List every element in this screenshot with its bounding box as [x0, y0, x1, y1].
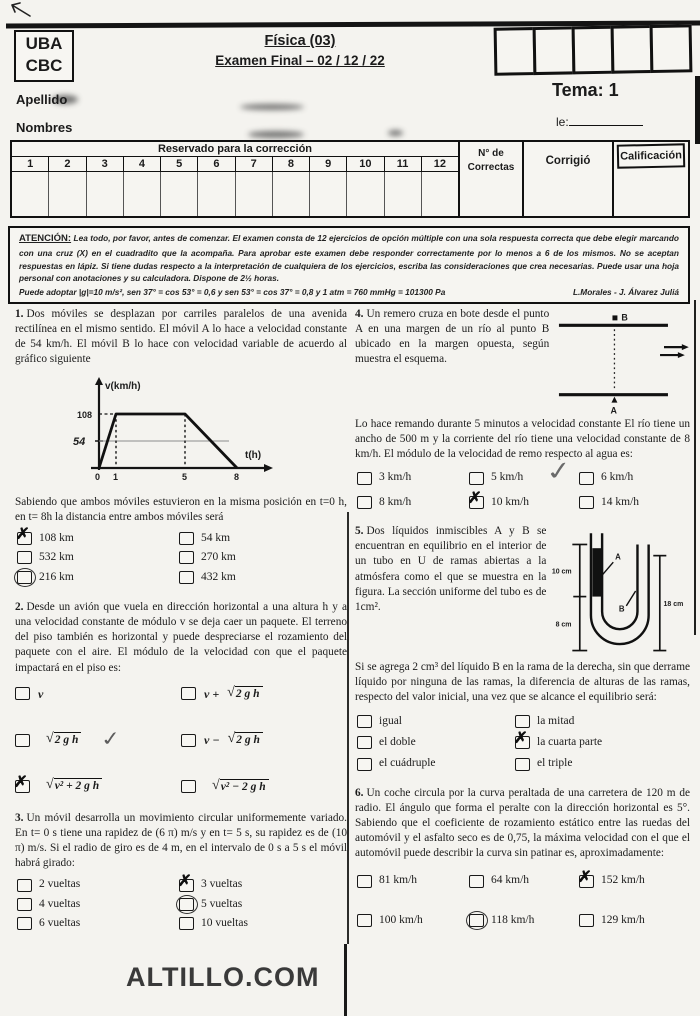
formula-prefix: v	[38, 686, 44, 701]
answer-option	[357, 714, 515, 729]
answer-label: 64 km/h	[491, 874, 530, 887]
answer-checkbox[interactable]	[179, 532, 194, 545]
answer-option	[579, 495, 639, 510]
answer-label: 10 km/h	[491, 495, 530, 508]
sqrt-sign: √	[46, 730, 54, 746]
correction-answer-cell[interactable]	[384, 172, 421, 216]
question-text: Un móvil desarrolla un movimiento circular uniformemente variado. En t= 0 s tiene una rapidez de (6 π) m/s y en t= 5 s, su rapidez es de (10 π) m/s. Si el radio de giro es de 4 m, en el intervalo de 0 s a 5 s el móvil habrá girado:	[15, 811, 347, 870]
correction-col-header: 1	[27, 158, 34, 170]
handwritten-check-mark: ✓	[99, 727, 123, 752]
question-number: 1.	[15, 308, 24, 320]
answer-checkbox[interactable]	[15, 734, 30, 747]
handwritten-x-mark: ✗	[13, 773, 29, 792]
graph-x-tick-1: 1	[113, 471, 119, 482]
answer-checkbox[interactable]	[179, 551, 194, 564]
correction-answer-cell[interactable]	[123, 172, 160, 216]
question-number: 5.	[355, 525, 364, 538]
correction-answer-cell[interactable]	[160, 172, 197, 216]
exam-title: Examen Final – 02 / 12 / 22	[215, 53, 385, 68]
correction-col-header: 5	[160, 157, 197, 171]
answer-checkbox[interactable]	[15, 687, 30, 700]
answer-checkbox[interactable]	[15, 525, 32, 545]
answer-label: el doble	[379, 735, 416, 748]
attention-body: Lea todo, por favor, antes de comenzar. El examen consta de 12 ejercicios de opción múltiple con una sola respuesta correcta que debe elegir marcando con una cruz (X) en el cuadradito que la acompaña. Para aprobar este examen debe responder correctamente por lo menos a 6 de los mismos. No se aceptan respuestas en lápiz. Si tiene dudas respecto a la interpretación de cualquiera de los ejercicios, escriba las consideraciones que crea necesarias. Puede usar una hoja personal con anotaciones y su calculadora. Dispone de 2½ horas.	[19, 233, 679, 284]
attention-label: ATENCIÓN:	[19, 233, 72, 244]
correction-answer-cell[interactable]	[12, 172, 48, 216]
answer-option	[13, 773, 181, 794]
right-margin-line	[694, 300, 696, 635]
sqrt-sign: √	[227, 684, 235, 700]
sqrt-sign: √	[212, 777, 220, 793]
answer-checkbox[interactable]	[357, 736, 372, 749]
right-column	[355, 307, 690, 928]
q1-options	[15, 525, 347, 585]
answer-checkbox[interactable]	[577, 868, 594, 888]
figure-dim-10cm: 10 cm	[552, 568, 573, 576]
grade-box	[494, 27, 537, 76]
question-number: 4.	[355, 308, 364, 320]
answer-option	[357, 913, 469, 928]
correction-table	[10, 140, 690, 218]
grade-box	[533, 26, 576, 75]
correction-col-header: 12	[421, 157, 458, 171]
correctas-label-line1: N° de	[478, 148, 504, 159]
handwritten-check-mark: ✓	[543, 457, 575, 488]
correction-answer-cell[interactable]	[197, 172, 234, 216]
graph-x-tick-5: 5	[182, 471, 188, 482]
answer-label: 5 vueltas	[201, 897, 243, 910]
answer-option	[357, 495, 469, 510]
answer-option	[15, 525, 179, 546]
answer-option	[179, 916, 248, 931]
answer-checkbox[interactable]	[467, 489, 484, 509]
question-text: Dos líquidos inmiscibles A y B se encuentran en equilibrio en el interior de un tubo en U de ramas abiertas a la atmósfera como el que se muestra en la figura. La sección uniforme del tubo es de 1cm².	[355, 525, 547, 613]
q4-river-diagram	[553, 307, 690, 417]
exam-header	[160, 33, 440, 68]
answer-label: 152 km/h	[601, 874, 645, 887]
answer-option	[17, 570, 179, 585]
ink-smudge	[388, 130, 403, 136]
handwritten-x-mark: ✗	[513, 729, 529, 748]
formula-radical	[212, 779, 269, 795]
question-text: Un remero cruza en bote desde el punto A en una margen de un río al punto B ubicado en la margen opuesta, según muestra el esquema.	[355, 308, 550, 366]
answer-option	[17, 897, 179, 912]
answer-checkbox[interactable]	[17, 917, 32, 930]
graph-x-axis-label: t(h)	[245, 449, 262, 461]
correction-col-header: 7	[235, 157, 272, 171]
handwritten-x-mark: ✗	[577, 868, 593, 887]
answer-checkbox[interactable]	[179, 917, 194, 930]
handwritten-circle-mark	[176, 895, 198, 914]
graph-x-tick-0: 0	[95, 471, 101, 482]
answer-option	[577, 868, 645, 888]
answer-label: 270 km	[201, 551, 236, 564]
de-label: le:	[556, 115, 569, 129]
answer-label: el cuádruple	[379, 757, 436, 770]
answer-checkbox[interactable]	[579, 914, 594, 927]
answer-checkbox[interactable]	[181, 734, 196, 747]
correction-number-row	[12, 156, 458, 171]
answer-label: 10 vueltas	[201, 917, 248, 930]
answer-label: 129 km/h	[601, 913, 645, 926]
answer-checkbox[interactable]	[17, 551, 32, 564]
answer-label: 6 km/h	[601, 471, 634, 484]
handwritten-x-mark: ✗	[467, 489, 483, 508]
question-6	[355, 786, 690, 928]
tema-label: Tema: 1	[552, 80, 619, 100]
answer-label: 108 km	[39, 531, 74, 544]
question-3	[15, 811, 347, 932]
correction-answer-cell[interactable]	[48, 172, 85, 216]
correction-answer-cell[interactable]	[309, 172, 346, 216]
formula-radicand: v² + 2 g h	[54, 778, 103, 794]
grade-box	[650, 24, 693, 73]
question-text-2: Si se agrega 2 cm³ del líquido B en la rama de la derecha, sin que derrame líquido por ninguna de las ramas, la diferencia de alturas de las ramas, respecto del valor inicial, una vez que se alcance el equilibrio será:	[355, 661, 690, 704]
handwritten-circle-mark	[14, 568, 36, 587]
answer-checkbox[interactable]	[357, 914, 372, 927]
q5-options	[357, 714, 690, 772]
answer-label: 14 km/h	[601, 495, 640, 508]
formula-radical	[228, 732, 263, 748]
answer-option	[357, 735, 515, 750]
answer-checkbox[interactable]	[13, 773, 30, 793]
answer-option	[515, 714, 602, 729]
apellido-label: Apellido	[16, 92, 68, 107]
question-number: 2.	[15, 601, 24, 614]
diagram-point-b-label: B	[621, 312, 629, 323]
corrigio-cell	[522, 142, 612, 216]
q4-options	[357, 457, 690, 510]
formula-radicand: 2 g h	[235, 732, 263, 748]
figure-label-b: B	[619, 604, 625, 614]
answer-checkbox[interactable]	[357, 875, 372, 888]
answer-option	[181, 779, 347, 795]
answer-label: 216 km	[39, 570, 74, 583]
question-text: Un coche circula por la curva peraltada de una carretera de 120 m de radio. El ángulo que forma el peralte con la dirección horizontal es 5°. Sabiendo que el coeficiente de rozamiento estático entre las ruedas del automóvil y el asfalto seco es de 0,75, la máxima velocidad con el que el automóvil puede describir la curva sin patinar es, aproximadamente:	[355, 786, 690, 860]
q2-options	[15, 686, 347, 795]
correction-col-header: 11	[384, 157, 421, 171]
calificacion-cell	[612, 142, 688, 216]
answer-checkbox[interactable]	[579, 472, 594, 485]
corrigio-label: Corrigió	[545, 155, 591, 167]
answer-label: la mitad	[537, 714, 575, 727]
answer-checkbox[interactable]	[357, 715, 372, 728]
grade-boxes	[497, 24, 693, 75]
answer-checkbox[interactable]	[17, 571, 32, 584]
figure-dim-8cm: 8 cm	[556, 621, 572, 629]
correctas-label-line2: Correctas	[467, 161, 515, 173]
answer-option	[469, 913, 579, 928]
answer-option	[515, 756, 602, 771]
question-text-2: Sabiendo que ambos móviles estuvieron en la misma posición en t=0 h, en t= 8h la distancia entre ambos móviles será	[15, 495, 347, 523]
correction-col-header: 6	[197, 157, 234, 171]
grade-box	[572, 26, 615, 75]
answer-checkbox[interactable]	[357, 496, 372, 509]
correction-col-header: 9	[309, 157, 346, 171]
redacted-name-smudge	[240, 104, 304, 110]
correction-col-header: 10	[346, 157, 383, 171]
question-5	[355, 524, 690, 772]
answer-label: 81 km/h	[379, 874, 418, 887]
correctas-cell	[458, 142, 522, 216]
grade-box	[611, 25, 654, 74]
formula-radical	[46, 732, 81, 748]
answer-label: 54 km	[201, 531, 231, 544]
handwritten-x-mark: ✗	[15, 525, 31, 544]
answer-label: 118 km/h	[491, 913, 535, 926]
answer-option	[17, 550, 179, 565]
correction-answer-cell[interactable]	[86, 172, 123, 216]
answer-checkbox[interactable]	[515, 715, 530, 728]
answer-checkbox[interactable]	[469, 914, 484, 927]
answer-option	[357, 756, 515, 771]
graph-x-tick-8: 8	[234, 471, 240, 482]
footer-divider-line	[344, 944, 347, 1016]
graph-y-axis-label: v(km/h)	[105, 380, 141, 392]
answer-label: 8 km/h	[379, 495, 412, 508]
answer-label: igual	[379, 714, 402, 727]
answer-option	[357, 873, 469, 888]
attention-signature: L.Morales - J. Álvarez Juliá	[572, 287, 679, 298]
q6-options	[357, 868, 690, 928]
answer-checkbox[interactable]	[17, 898, 32, 911]
answer-option	[15, 727, 181, 752]
course-title: Física (03)	[264, 33, 336, 49]
answer-option	[469, 873, 579, 888]
de-field	[556, 115, 643, 129]
answer-checkbox[interactable]	[579, 496, 594, 509]
answer-option	[17, 916, 179, 931]
question-1	[15, 307, 347, 585]
answer-label: 100 km/h	[379, 913, 423, 926]
answer-checkbox[interactable]	[179, 571, 194, 584]
correction-columns	[12, 142, 458, 216]
answer-option	[181, 732, 347, 748]
q3-options	[17, 872, 347, 931]
answer-label: 3 vueltas	[201, 878, 243, 891]
attention-box	[8, 226, 690, 304]
correction-answer-row	[12, 171, 458, 216]
answer-option	[177, 872, 248, 892]
answer-label: 432 km	[201, 570, 236, 583]
diagram-point-a-label: A	[610, 405, 618, 416]
formula-radical	[227, 686, 262, 702]
formula-prefix: v −	[204, 733, 220, 748]
answer-checkbox[interactable]	[177, 872, 194, 892]
attention-footer	[19, 286, 679, 299]
answer-option	[543, 457, 639, 488]
formula-radical	[46, 778, 102, 794]
question-2	[15, 600, 347, 795]
graph-y-tick-108: 108	[77, 409, 93, 420]
answer-option	[179, 570, 236, 585]
left-column	[15, 307, 347, 932]
answer-label: 5 km/h	[491, 471, 524, 484]
answer-checkbox[interactable]	[357, 472, 372, 485]
answer-label: el triple	[537, 757, 573, 770]
handwritten-x-mark: ✗	[177, 872, 193, 891]
formula-radicand: 2 g h	[54, 732, 82, 748]
handwritten-circle-mark	[466, 911, 488, 930]
formula-prefix: v +	[204, 686, 220, 701]
correction-answer-cell[interactable]	[346, 172, 383, 216]
answer-option	[179, 531, 236, 546]
answer-checkbox[interactable]	[181, 687, 196, 700]
correction-col-header: 3	[86, 157, 123, 171]
answer-option	[179, 897, 248, 912]
pen-scribble	[8, 0, 34, 20]
correction-answer-cell[interactable]	[421, 172, 458, 216]
answer-checkbox[interactable]	[513, 729, 530, 749]
answer-label: 4 vueltas	[39, 897, 81, 910]
answer-option	[179, 550, 236, 565]
figure-label-a: A	[615, 552, 622, 562]
question-text: Desde un avión que vuela en dirección horizontal a una altura h y a una velocidad constante de módulo v se deja caer un paquete. El terreno del piso también es horizontal y puede despreciarse el rozamiento del paquete con el aire. El módulo de la velocidad con que el paquete impactará en el piso es:	[15, 601, 347, 674]
answer-option	[579, 913, 645, 928]
formula-radicand: 2 g h	[235, 686, 263, 702]
answer-label: la cuarta parte	[537, 735, 603, 748]
graph-y-tick-54: 54	[73, 435, 86, 448]
answer-checkbox[interactable]	[179, 898, 194, 911]
logo-line-uba: UBA	[25, 34, 63, 53]
answer-label: 532 km	[39, 551, 74, 564]
question-4	[355, 307, 690, 510]
calificacion-box: Calificación	[617, 143, 685, 168]
correction-answer-cell[interactable]	[272, 172, 309, 216]
answer-option	[357, 470, 469, 485]
correction-col-header: 2	[48, 157, 85, 171]
sqrt-sign: √	[46, 777, 54, 793]
q5-utube-figure	[550, 524, 690, 658]
question-number: 6.	[355, 786, 364, 799]
answer-checkbox[interactable]	[181, 780, 196, 793]
question-text-2: Lo hace remando durante 5 minutos a velocidad constante El río tiene un ancho de 500 m y la corriente del río tiene una velocidad constante de 8 km/h. El módulo de la velocidad de remo respecto al agua es:	[355, 418, 690, 461]
altillo-watermark: ALTILLO.COM	[126, 962, 320, 992]
answer-label: 3 km/h	[379, 471, 412, 484]
nombres-label: Nombres	[16, 120, 73, 135]
question-text: Dos móviles se desplazan por carriles paralelos de una avenida rectilínea en el mismo sentido. El móvil A lo hace a velocidad constante de 54 km/h. El móvil B lo hace con velocidad variable de acuerdo al gráfico siguiente	[15, 308, 347, 366]
answer-checkbox[interactable]	[357, 758, 372, 771]
formula-radicand: v² − 2 g h	[220, 779, 269, 795]
answer-checkbox[interactable]	[469, 875, 484, 888]
center-fold-line	[347, 512, 349, 944]
de-blank-line[interactable]	[569, 115, 643, 126]
question-number: 3.	[15, 811, 24, 824]
answer-option	[181, 686, 347, 702]
answer-option	[17, 877, 179, 892]
answer-label: 6 vueltas	[39, 917, 81, 930]
answer-option	[513, 729, 603, 750]
attention-constants: Puede adoptar |g|=10 m/s², sen 37° = cos 53° = 0,6 y sen 53° = cos 37° = 0,8 y 1 atm = 760 mmHg = 101300 Pa	[19, 287, 446, 298]
logo-line-cbc: CBC	[25, 55, 63, 75]
correction-title: Reservado para la corrección	[157, 143, 313, 155]
correction-col-header: 8	[272, 157, 309, 171]
uba-cbc-logo	[14, 30, 74, 82]
redacted-name-smudge	[248, 131, 304, 138]
scan-edge-mark	[695, 76, 700, 144]
figure-dim-18cm: 18 cm	[663, 601, 684, 609]
correction-answer-cell[interactable]	[235, 172, 272, 216]
answer-option	[15, 686, 181, 702]
answer-checkbox[interactable]	[469, 472, 484, 485]
answer-checkbox[interactable]	[17, 879, 32, 892]
answer-label: 2 vueltas	[39, 878, 81, 891]
answer-checkbox[interactable]	[515, 758, 530, 771]
correction-col-header: 4	[123, 157, 160, 171]
q1-velocity-graph	[67, 374, 347, 491]
answer-option	[467, 489, 579, 510]
sqrt-sign: √	[227, 731, 236, 747]
